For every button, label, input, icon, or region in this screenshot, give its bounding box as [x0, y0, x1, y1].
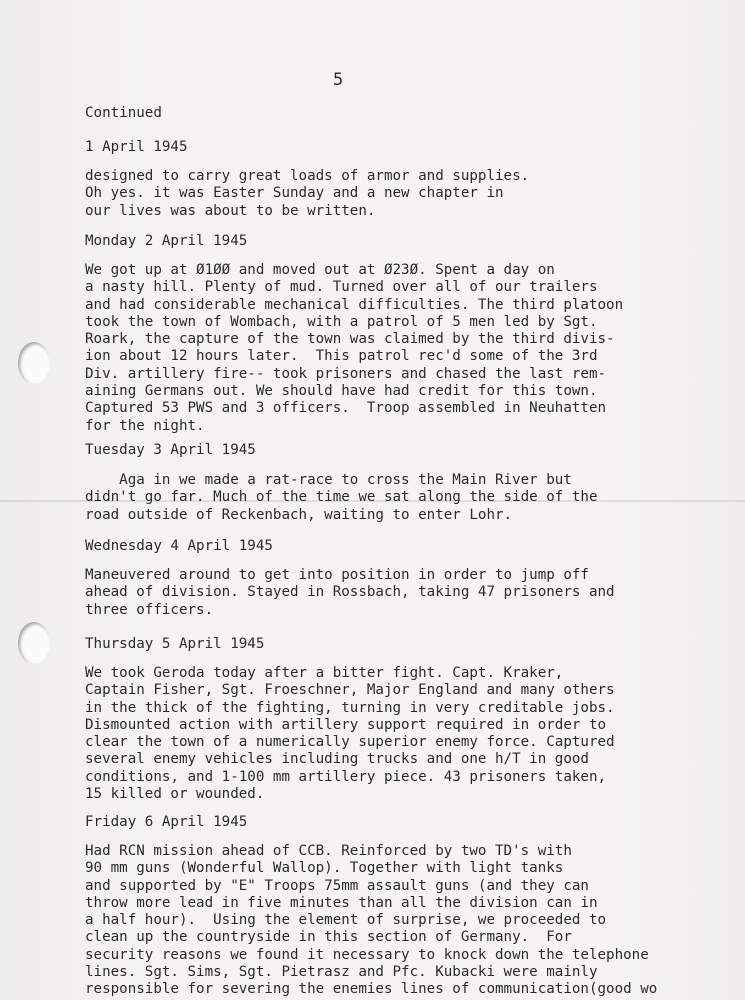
text-line: our lives was about to be written.	[85, 202, 376, 219]
text-line: 90 mm guns (Wonderful Wallop). Together with light tanks	[85, 860, 564, 877]
section-2-april	[85, 233, 740, 250]
text-line: Captured 53 PWS and 3 officers. Troop assembled in Neuhatten	[85, 400, 607, 417]
text-line: a half hour). Using the element of surprise, we proceeded to	[85, 912, 607, 929]
text-line: Had RCN mission ahead of CCB. Reinforced by two TD's with	[85, 843, 572, 859]
section-body	[85, 472, 740, 524]
text-line: security reasons we found it necessary to knock down the telephone	[85, 946, 649, 963]
section-5-april	[85, 636, 740, 653]
section-6-april	[85, 814, 740, 831]
text-line: in the thick of the fighting, turning in very creditable jobs.	[85, 699, 615, 716]
text-line: road outside of Reckenbach, waiting to enter Lohr.	[85, 506, 513, 523]
text-line: clean up the countryside in this section of Germany. For	[85, 929, 572, 946]
section-heading: Tuesday 3 April 1945	[85, 442, 256, 458]
section-heading: Monday 2 April 1945	[85, 233, 248, 249]
text-line: took the town of Wombach, with a patrol of 5 men led by Sgt.	[85, 313, 598, 330]
text-line: ahead of division. Stayed in Rossbach, taking 47 prisoners and	[85, 584, 615, 601]
text-line: We got up at Ø1ØØ and moved out at Ø23Ø. Spent a day on	[85, 262, 555, 278]
text-line: responsible for severing the enemies lines of communication(good wo	[85, 981, 658, 998]
section-1-april	[85, 139, 740, 156]
text-line: Dismounted action with artillery support required in order to	[85, 716, 607, 733]
text-line: and supported by "E" Troops 75mm assault guns (and they can	[85, 877, 589, 894]
text-line: Maneuvered around to get into position in order to jump off	[85, 567, 589, 583]
text-line: a nasty hill. Plenty of mud. Turned over all of our trailers	[85, 279, 598, 296]
text-line: 15 killed or wounded.	[85, 786, 265, 803]
text-line: conditions, and 1-100 mm artillery piece. 43 prisoners taken,	[85, 768, 607, 785]
section-heading: Wednesday 4 April 1945	[85, 538, 273, 554]
section-body	[85, 567, 740, 619]
text-line: aining Germans out. We should have had credit for this town.	[85, 383, 598, 400]
text-line: three officers.	[85, 601, 214, 618]
section-heading: Friday 6 April 1945	[85, 814, 248, 830]
page-number: 5	[333, 70, 344, 90]
text-line: Captain Fisher, Sgt. Froeschner, Major England and many others	[85, 682, 615, 699]
text-line: clear the town of a numerically superior enemy force. Captured	[85, 734, 615, 751]
continued-label: Continued	[85, 105, 162, 121]
text-line: didn't go far. Much of the time we sat along the side of the	[85, 489, 598, 506]
section-4-april	[85, 538, 740, 555]
text-line: several enemy vehicles including trucks and one h/T in good	[85, 751, 589, 768]
section-body	[85, 262, 740, 435]
punch-hole	[18, 342, 50, 384]
section-body	[85, 665, 740, 803]
text-line: throw more lead in five minutes than all the division can in	[85, 894, 598, 911]
section-body	[85, 843, 740, 999]
text-line: ion about 12 hours later. This patrol rec'd some of the 3rd	[85, 348, 598, 365]
section-heading: Thursday 5 April 1945	[85, 636, 265, 652]
text-line: designed to carry great loads of armor and supplies.	[85, 168, 530, 184]
section-body	[85, 168, 740, 220]
text-line: Oh yes. it was Easter Sunday and a new chapter in	[85, 185, 504, 202]
text-line: lines. Sgt. Sims, Sgt. Pietrasz and Pfc. Kubacki were mainly	[85, 964, 598, 981]
section-3-april	[85, 442, 740, 459]
text-line: We took Geroda today after a bitter fight. Capt. Kraker,	[85, 665, 564, 681]
punch-hole	[18, 622, 50, 664]
text-line: Aga in we made a rat-race to cross the Main River but	[85, 472, 572, 488]
text-line: for the night.	[85, 417, 205, 434]
text-line: and had considerable mechanical difficulties. The third platoon	[85, 296, 624, 313]
text-line: Div. artillery fire-- took prisoners and chased the last rem-	[85, 365, 607, 382]
section-heading: 1 April 1945	[85, 139, 188, 155]
text-line: Roark, the capture of the town was claimed by the third divis-	[85, 331, 615, 348]
